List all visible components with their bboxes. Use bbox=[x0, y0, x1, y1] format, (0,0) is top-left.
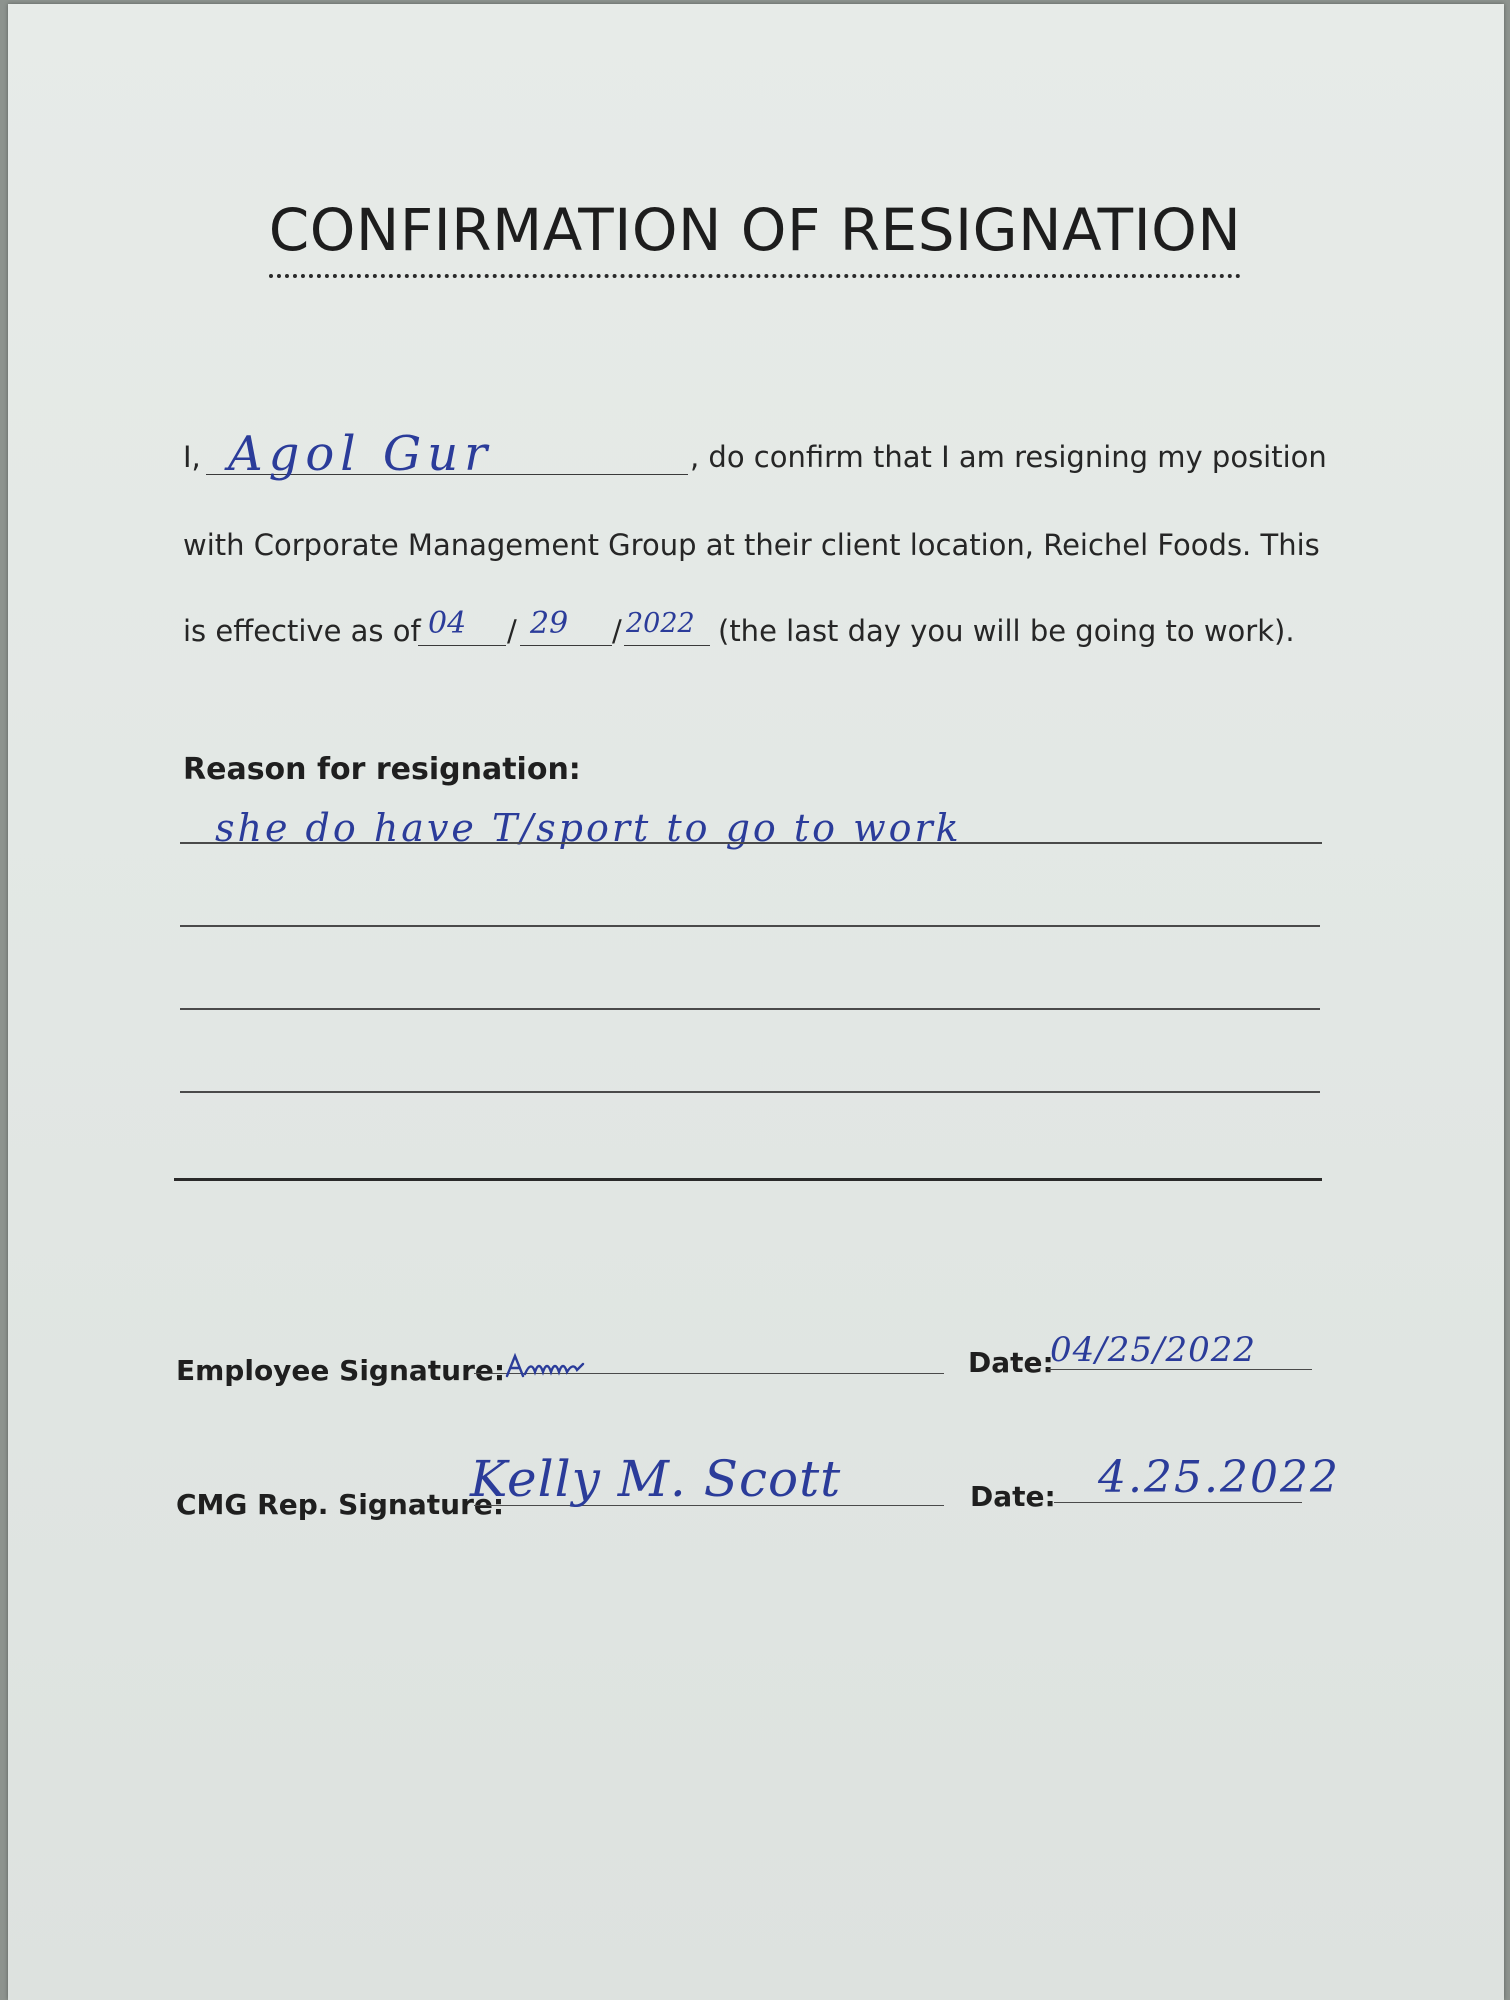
day-blank bbox=[520, 645, 612, 646]
date-slash-1: / bbox=[507, 614, 517, 648]
statement-line3-prefix: is effective as of bbox=[183, 614, 421, 648]
date-slash-2: / bbox=[612, 614, 622, 648]
handwritten-rep-signature: Kelly M. Scott bbox=[470, 1450, 842, 1508]
rep-signature-label: CMG Rep. Signature: bbox=[176, 1488, 505, 1521]
handwritten-reason: she do have T/sport to go to work bbox=[215, 806, 962, 850]
title-text: CONFIRMATION OF RESIGNATION bbox=[269, 196, 1241, 278]
year-blank bbox=[624, 645, 710, 646]
reason-line-1 bbox=[180, 842, 1322, 844]
employee-signature-label: Employee Signature: bbox=[176, 1354, 506, 1387]
reason-line-3 bbox=[180, 1008, 1320, 1010]
handwritten-employee-date: 04/25/2022 bbox=[1050, 1330, 1256, 1370]
document-title bbox=[0, 196, 1510, 278]
statement-line3-suffix: (the last day you will be going to work). bbox=[718, 614, 1295, 648]
handwritten-year: 2022 bbox=[626, 608, 695, 639]
statement-line2: with Corporate Management Group at their client location, Reichel Foods. This bbox=[183, 528, 1320, 562]
statement-prefix: I, bbox=[183, 440, 201, 474]
month-blank bbox=[418, 645, 506, 646]
statement-line1-rest: , do confirm that I am resigning my position bbox=[690, 440, 1327, 474]
employee-signature-scribble bbox=[505, 1350, 605, 1380]
handwritten-employee-name: Agol Gur bbox=[228, 426, 494, 482]
reason-line-4 bbox=[180, 1091, 1320, 1093]
reason-line-2 bbox=[180, 925, 1320, 927]
paper-sheet bbox=[8, 4, 1504, 2000]
handwritten-day: 29 bbox=[530, 606, 569, 641]
rep-date-label: Date: bbox=[970, 1480, 1056, 1513]
reason-heading: Reason for resignation: bbox=[183, 752, 581, 787]
reason-line-5 bbox=[174, 1178, 1322, 1181]
handwritten-rep-date: 4.25.2022 bbox=[1098, 1452, 1340, 1503]
handwritten-month: 04 bbox=[428, 606, 467, 641]
employee-date-label: Date: bbox=[968, 1346, 1054, 1379]
